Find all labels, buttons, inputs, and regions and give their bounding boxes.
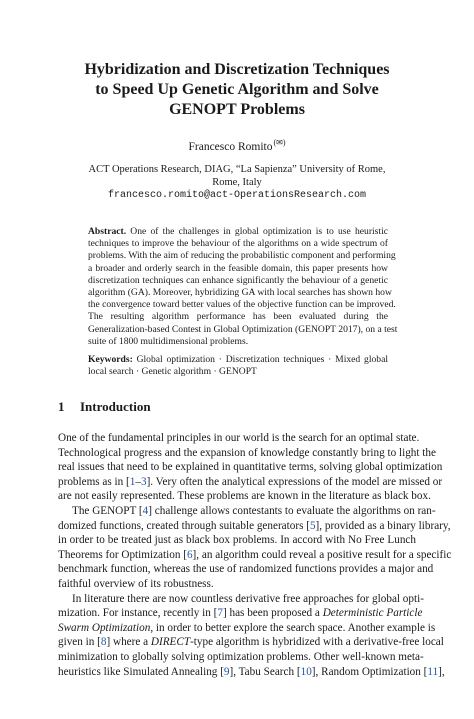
text-run: -type algorithm is hybridized with a derivative-free local: [190, 636, 444, 649]
paragraph: [58, 504, 452, 592]
abstract-line: Generalization-based Contest in Global Optimization (GENOPT 2017), on a test: [88, 323, 398, 335]
text-run: faithful overview of its robustness.: [58, 577, 214, 590]
paragraph: [58, 431, 443, 504]
abstract: [88, 226, 398, 348]
citation-link[interactable]: 9: [223, 665, 230, 678]
keywords: [88, 354, 388, 378]
text-run: One of the fundamental principles in our world is the search for an optimal state.: [58, 432, 420, 444]
body-line: [58, 621, 436, 636]
body-line: [58, 446, 436, 461]
text-run: In literature there are now countless derivative free approaches for global opti-: [72, 592, 424, 605]
paper-title: [60, 60, 414, 120]
body-line: [58, 592, 424, 607]
text-run: Theorems for Optimization [: [58, 548, 187, 561]
section-number: 1: [58, 399, 65, 414]
body-line: [58, 533, 416, 548]
citation-link[interactable]: 10: [300, 665, 312, 678]
citation-link[interactable]: 5: [309, 519, 316, 532]
text-run: Technological progress and the expansion of knowledge constantly bring to light the: [58, 446, 436, 459]
body-line: [58, 431, 420, 446]
keywords-line: local search · Genetic algorithm · GENOPT: [88, 366, 257, 378]
text-run: ] challenge allows contestants to evaluate the algorithms on ran-: [148, 504, 436, 517]
body-line: [58, 504, 436, 519]
body-line: [58, 562, 434, 577]
text-run: ] where a: [106, 636, 151, 649]
paragraph: [58, 592, 445, 680]
section-title: Introduction: [80, 399, 151, 414]
text-run: given in [: [58, 636, 101, 649]
text-run: ],: [438, 665, 445, 678]
body-line: [58, 665, 445, 680]
body-line: [58, 606, 423, 621]
citation-link[interactable]: 4: [142, 504, 149, 517]
citation-link[interactable]: 3: [140, 475, 147, 488]
abstract-line: discretization techniques can enhance significantly the behaviour of a genetic: [88, 274, 388, 286]
abstract-line: techniques to improve the behaviour of the algorithms on a wide spectrum of: [88, 238, 388, 250]
text-run: ], an algorithm could reveal a positive result for a specific: [192, 548, 452, 561]
citation-link[interactable]: 1: [129, 475, 136, 488]
text-run: ], Tabu Search [: [229, 665, 301, 678]
body-line: [58, 519, 451, 534]
text-run: ] has been proposed a: [222, 607, 323, 620]
title-line: to Speed Up Genetic Algorithm and Solve: [95, 81, 379, 98]
citation-link[interactable]: 11: [427, 665, 439, 678]
author-line: [0, 138, 474, 153]
abstract-line: problems. With the aim of reducing the probabilistic component and performing: [88, 250, 396, 262]
title-line: Hybridization and Discretization Techniques: [84, 61, 390, 78]
emphasis-text: DIRECT: [150, 636, 191, 649]
abstract-line: [88, 226, 388, 238]
body-line: [58, 577, 416, 592]
envelope-icon[interactable]: (✉): [273, 138, 286, 147]
text-run: are not easily represented. These problems are known in the literature as black box.: [58, 490, 431, 503]
abstract-text: One of the challenges in global optimization is to use heuristic: [126, 226, 388, 237]
text-run: benchmark function, whereas the use of randomized functions provides a major and: [58, 563, 434, 576]
abstract-line: The resulting algorithm performance has been evaluated during the: [88, 311, 388, 323]
citation-link[interactable]: 8: [100, 636, 107, 649]
affiliation-line: ACT Operations Research, DIAG, “La Sapienza” University of Rome,: [88, 164, 386, 175]
text-run: heuristics like Simulated Annealing [: [58, 665, 224, 678]
text-run: real issues that need to be explained in quantitative terms, solving global optimization: [58, 461, 443, 474]
citation-link[interactable]: 6: [186, 548, 193, 561]
author-email[interactable]: francesco.romito@act-OperationsResearch.com: [107, 190, 367, 201]
abstract-line: a broader and orderly search in the feasible domain, this paper presents how: [88, 262, 388, 274]
section-heading: [58, 399, 151, 415]
body-line: [58, 460, 443, 475]
abstract-label: Abstract.: [88, 226, 127, 237]
title-line: GENOPT Problems: [169, 101, 305, 118]
text-run: ]. Very often the analytical expressions of the model are missed or: [146, 475, 443, 488]
text-run: problems as in [: [58, 475, 130, 488]
text-run: , in order to better explore the search space. Another example is: [150, 621, 436, 634]
keywords-label: Keywords:: [88, 354, 133, 365]
text-run: ], provided as a binary library,: [315, 519, 451, 532]
text-run: minimization to globally solving optimization problems. Other well-known meta-: [58, 650, 424, 663]
citation-link[interactable]: 7: [217, 607, 223, 620]
affiliation-line: Rome, Italy: [212, 177, 262, 188]
text-run: The GENOPT [: [72, 504, 143, 517]
text-run: domized functions, created through suitable generators [: [58, 519, 310, 532]
text-run: ], Random Optimization [: [311, 665, 428, 678]
text-run: –: [135, 475, 141, 488]
abstract-line: the convergence toward better values of the objective function can be improved.: [88, 299, 396, 311]
text-run: mization. For instance, recently in [: [58, 607, 218, 620]
affiliation: [0, 163, 474, 202]
keywords-line: [88, 354, 388, 366]
body-text: [58, 431, 452, 679]
body-line: [58, 548, 452, 563]
body-line: [58, 475, 443, 490]
emphasis-text: Deterministic Particle: [322, 607, 423, 620]
body-line: [58, 635, 444, 650]
emphasis-text: Swarm Optimization: [58, 621, 151, 634]
text-run: in order to be treated just as black box problems. In accord with No Free Lunch: [58, 534, 416, 547]
body-line: [58, 650, 424, 665]
abstract-line: suite of 1800 multidimensional problems.: [88, 335, 249, 347]
keywords-text: Global optimization · Discretization techniques · Mixed global: [132, 354, 388, 365]
abstract-line: algorithm (GA). Moreover, hybridizing GA with local searches has shown how: [88, 286, 392, 298]
author-name: Francesco Romito: [188, 140, 273, 153]
body-line: [58, 489, 431, 504]
